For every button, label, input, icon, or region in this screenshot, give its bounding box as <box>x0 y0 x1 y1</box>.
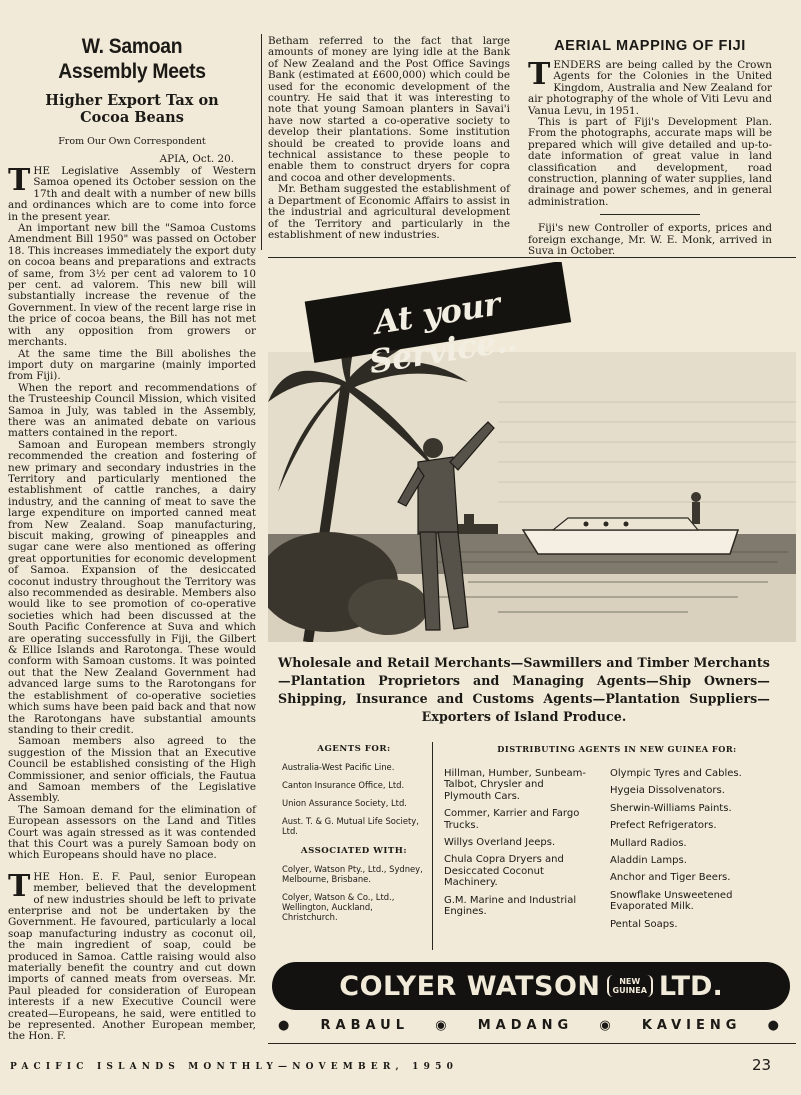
associated-item: Colyer, Watson Pty., Ltd., Sydney, Melbourne, Brisbane. <box>282 864 423 884</box>
product-item: Anchor and Tiger Beers. <box>610 872 731 884</box>
distributing-left <box>444 768 592 923</box>
paragraph: At the same time the Bill abolishes the import duty on margarine (mainly imported from Fiji). <box>8 347 256 383</box>
short-divider <box>600 214 700 215</box>
location-label: MADANG <box>477 1018 574 1033</box>
bullet-icon: ● <box>767 1018 784 1033</box>
agent-item: Union Assurance Society, Ltd. <box>282 798 407 808</box>
paragraph: Mr. Betham suggested the establishment of a Department of Economic Affairs to assist in the industrial and agricultural development of the Territory and particularly in the establishment of new industries. <box>268 183 510 241</box>
advertisement <box>268 262 796 1052</box>
article-samoan-assembly <box>8 34 256 1043</box>
location-label: RABAUL <box>320 1018 410 1033</box>
company-suffix: LTD. <box>658 970 723 1002</box>
agents-column <box>282 744 426 930</box>
article-aerial-mapping <box>528 38 772 258</box>
agent-item: Australia-West Pacific Line. <box>282 762 395 772</box>
ad-banner-text: At your Service.. <box>366 284 520 382</box>
ad-tagline: Wholesale and Retail Merchants—Sawmillers and Timber Merchants—Plantation Proprietors and Managing Agents—Ship Owners—Shipping, Insurance and Customs Agents—Plantation Suppliers—Exporters of Island Produce. <box>278 655 770 724</box>
product-item: G.M. Marine and Industrial Engines. <box>444 894 577 918</box>
paragraph: THE Hon. E. F. Paul, senior European member, believed that the development of new industries should be left to private enterprise and not be undertaken by the Government. He favoured, particularly a local soap manufacturing industry as coconut oil, the main ingredient of soap, could be produced in Samoa. Cattle raising would also materially benefit the country and cut down imports of canned meats from overseas. Mr. Paul pleaded for consideration of European interests if a new Executive Council were created—Europeans, he said, were entitled to be represented. Another European member, the Hon. F. <box>8 868 256 1043</box>
location-label: KAVIENG <box>641 1018 742 1033</box>
agent-item: Canton Insurance Office, Ltd. <box>282 780 405 790</box>
product-item: Chula Copra Dryers and Desiccated Coconut Machinery. <box>444 854 564 889</box>
article-body-right <box>528 57 772 208</box>
page-number: 23 <box>752 1056 772 1074</box>
article-headline: W. Samoan Assembly Meets <box>58 35 206 83</box>
distributing-section <box>442 744 792 930</box>
product-item: Hillman, Humber, Sunbeam-Talbot, Chrysler and Plymouth Cars. <box>444 768 586 802</box>
paragraph: Samoan members also agreed to the suggestion of the Mission that an Executive Council be established consisting of the High Commissioner, and senior officials, the Fautua and Samoan members of the Legislative Assembly. <box>8 735 256 805</box>
footer-divider <box>268 1043 796 1044</box>
news-note <box>528 223 772 257</box>
product-item: Olympic Tyres and Cables. <box>610 768 742 779</box>
column-divider <box>261 34 262 250</box>
paragraph: THE Legislative Assembly of Western Samoa opened its October session on the 17th and dealt with a number of new bills and ordinances which are to come into force in the present year. <box>8 163 256 223</box>
paragraph: An important new bill the "Samoa Customs Amendment Bill 1950" was passed on October 18. This increases immediately the export duty on cocoa beans and preparations and extracts of same, from 3½ per cent ad valorem to 10 per cent. ad valorem. This new bill will substantially increase the revenue of the Government. In view of the recent large rise in the price of cocoa beans, the Bill has not met with any opposition from growers or merchants. <box>8 222 257 349</box>
drop-cap: T <box>8 868 31 904</box>
product-item: Commer, Karrier and Fargo Trucks. <box>444 808 580 831</box>
agent-item: Aust. T. & G. Mutual Life Society, Ltd. <box>282 816 419 836</box>
company-name: COLYER WATSON <box>339 970 601 1002</box>
paragraph: The Samoan demand for the elimination of European assessors on the Land and Titles Court was again stressed as it was contended that this Court was a purely Samoan body on which Europeans should have no place. <box>8 803 256 862</box>
article-subhead: Higher Export Tax on Cocoa Beans <box>45 92 219 126</box>
drop-cap: T <box>528 57 551 92</box>
product-item: Sherwin-Williams Paints. <box>610 802 732 814</box>
drop-cap: T <box>8 163 31 198</box>
product-item: Prefect Refrigerators. <box>610 820 717 832</box>
company-banner <box>272 962 790 1010</box>
product-item: Snowflake Unsweetened Evaporated Milk. <box>610 889 733 913</box>
paragraph: This is part of Fiji's Development Plan. From the photographs, accurate maps will be prepared which will give detailed and up-to-date information of great value in land classification and development, road construction, planning of water supplies, land drainage and power schemes, and in general administration. <box>528 116 772 208</box>
article-body-left <box>8 163 257 1043</box>
paragraph: Betham referred to the fact that large amounts of money are lying idle at the Bank of New Zealand and the Post Office Savings Bank (estimated at £600,000) which could be used for the economic development of the country. He said that it was interesting to note that young Samoan planters in Savai'i have now started a co-operative society to develop their plantations. Some institution should be created to provide loans and technical assistance to these people to enable them to construct dryers for copra and cocoa and other developments. <box>268 35 510 184</box>
article-body-continued <box>268 36 510 241</box>
paragraph: Samoan and European members strongly recommended the creation and fostering of new primary and secondary industries in the Territory and particularly mentioned the establishment of cattle ranches, a dairy industry, and the canning of meat to save the large expenditure on imported canned meat from New Zealand. Soap manufacturing, biscuit making, growing of pineapples and sugar cane were also mentioned as offering great opportunities for economic development of Samoa. Expansion of the desiccated coconut industry throughout the Territory was also recommended as desirable. Members also would like to see promotion of co-operative societies which had been discussed at the South Pacific Conference at Suva and which are operating successfully in Fiji, the Gilbert & Ellice Islands and Rarotonga. These would conform with Samoan customs. It was pointed out that the New Zealand Government had advanced large sums to the Rarotongans for the establishment of co-operative societies which sums have been paid back and that now the Rarotongans have substantial amounts standing to their credit. <box>8 438 256 736</box>
footer-masthead: PACIFIC ISLANDS MONTHLY—NOVEMBER, 1950 <box>10 1062 459 1072</box>
paragraph: TENDERS are being called by the Crown Agents for the Colonies in the United Kingdom, Australia and New Zealand for air photography of the whole of Viti Levu and Vanua Levu, in 1951. <box>528 57 772 117</box>
paragraph: When the report and recommendations of the Trusteeship Council Mission, which visited Samoa in July, was tabled in the Assembly, there was an animated debate on various matters contained in the report. <box>8 381 256 440</box>
distributing-heading: DISTRIBUTING AGENTS IN NEW GUINEA FOR: <box>497 744 737 754</box>
product-item: Hygeia Dissolvenators. <box>610 785 725 797</box>
associated-item: Colyer, Watson & Co., Ltd., Wellington, Auckland, Christchurch. <box>282 892 395 922</box>
dateline: APIA, Oct. 20. <box>159 153 234 165</box>
company-region-tag: NEW GUINEA <box>607 975 653 997</box>
associated-heading: ASSOCIATED WITH: <box>300 846 408 856</box>
section-divider <box>268 257 796 258</box>
product-item: Pental Soaps. <box>610 918 678 930</box>
bullet-icon: ● <box>278 1018 295 1033</box>
byline: From Our Own Correspondent <box>58 136 206 147</box>
distributing-right <box>610 768 760 936</box>
bullet-icon: ◉ <box>435 1018 452 1033</box>
bullet-icon: ◉ <box>599 1018 616 1033</box>
locations-bar <box>278 1018 784 1033</box>
agents-heading: AGENTS FOR: <box>317 744 391 754</box>
product-item: Aladdin Lamps. <box>610 855 687 867</box>
product-item: Willys Overland Jeeps. <box>444 837 556 849</box>
ad-column-divider <box>432 742 433 950</box>
paragraph: Fiji's new Controller of exports, prices and foreign exchange, Mr. W. E. Monk, arrived in Suva in October. <box>528 222 772 258</box>
product-item: Mullard Radios. <box>610 837 687 849</box>
article-headline: AERIAL MAPPING OF FIJI <box>554 38 746 54</box>
